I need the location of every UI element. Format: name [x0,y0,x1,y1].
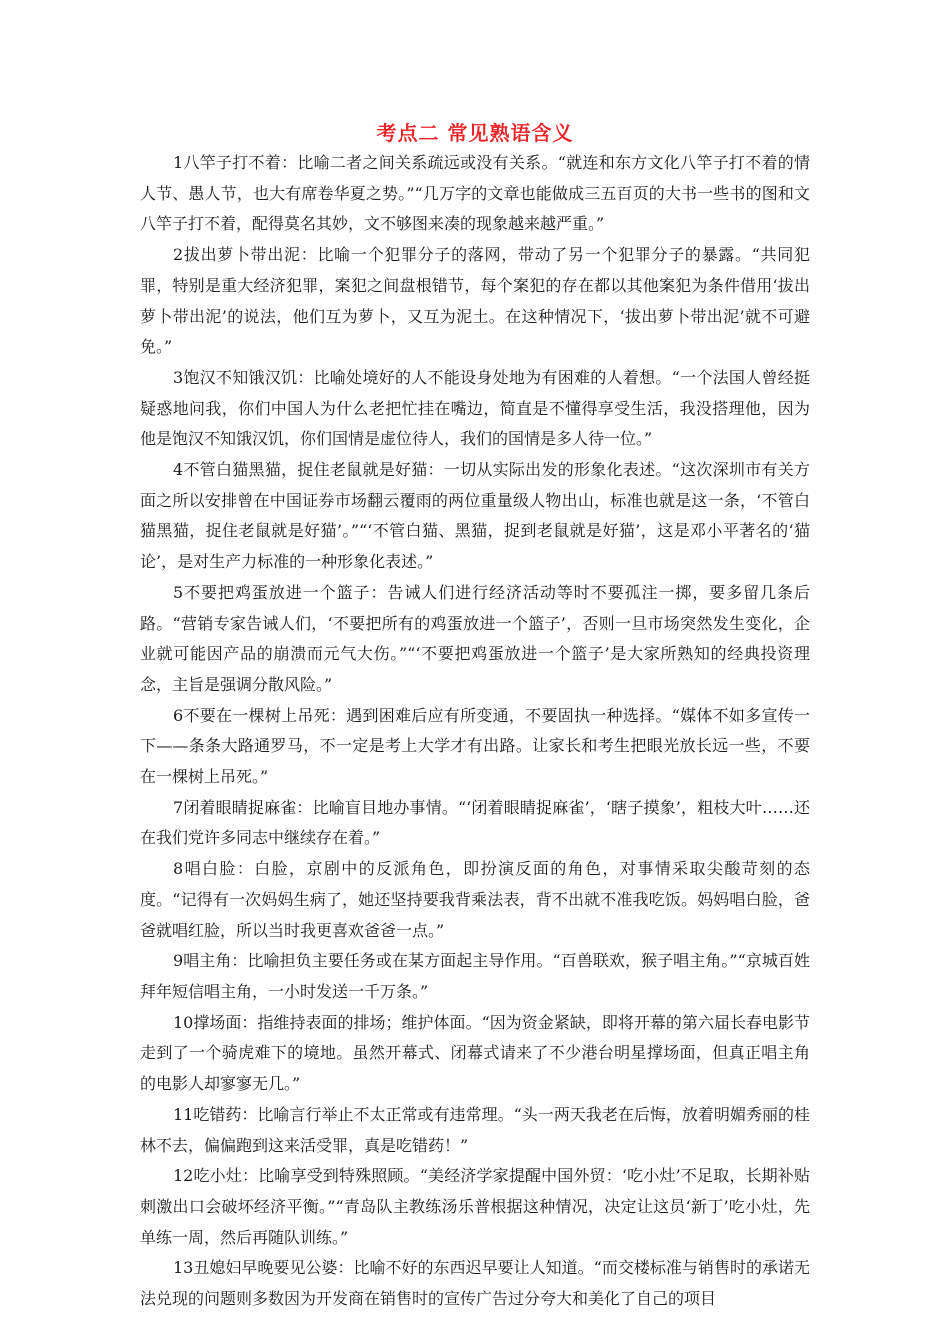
paragraph-8: 8唱白脸：白脸，京剧中的反派角色，即扮演反面的角色，对事情采取尖酸苛刻的态度。“记得有一次妈妈生病了，她还坚持要我背乘法表，背不出就不准我吃饭。妈妈唱白脸，爸爸就唱红脸，所以当时我更喜欢爸爸一点。” [140,859,810,940]
paragraph-4: 4不管白猫黑猫，捉住老鼠就是好猫：一切从实际出发的形象化表述。“这次深圳市有关方面之所以安排曾在中国证券市场翻云覆雨的两位重量级人物出山，标准也就是这一条，‘不管白猫黑猫，捉住老鼠就是好猫’。”“‘不管白猫、黑猫，捉到老鼠就是好猫’，这是邓小平著名的‘猫论’，是对生产力标准的一种形象化表述。” [140,460,810,572]
paragraph-13: 13丑媳妇早晚要见公婆：比喻不好的东西迟早要让人知道。“而交楼标准与销售时的承诺无法兑现的问题则多数因为开发商在销售时的宣传广告过分夸大和美化了自己的项目 [140,1258,810,1309]
document-page [140,118,810,1315]
paragraph-2: 2拔出萝卜带出泥：比喻一个犯罪分子的落网，带动了另一个犯罪分子的暴露。“共同犯罪，特别是重大经济犯罪，案犯之间盘根错节，每个案犯的存在都以其他案犯为条件借用‘拔出萝卜带出泥’的说法，他们互为萝卜，又互为泥土。在这种情况下，‘拔出萝卜带出泥’就不可避免。” [140,245,810,357]
paragraph-1: 1八竿子打不着：比喻二者之间关系疏远或没有关系。“就连和东方文化八竿子打不着的情人节、愚人节，也大有席卷华夏之势。”“几万字的文章也能做成三五百页的大书一些书的图和文八竿子打不着，配得莫名其妙，文不够图来凑的现象越来越严重。” [140,153,810,234]
paragraph-7: 7闭着眼睛捉麻雀：比喻盲目地办事情。“‘闭着眼睛捉麻雀’，‘瞎子摸象’，粗枝大叶……还在我们党许多同志中继续存在着。” [140,797,810,848]
document-title: 考点二 常见熟语含义 [376,121,574,145]
paragraph-3: 3饱汉不知饿汉饥：比喻处境好的人不能设身处地为有困难的人着想。“一个法国人曾经挺疑惑地问我，你们中国人为什么老把忙挂在嘴边，简直是不懂得享受生活，我没搭理他，因为他是饱汉不知饿汉饥，你们国情是虚位待人，我们的国情是多人待一位。” [140,367,810,449]
paragraph-10: 10撑场面：指维持表面的排场；维护体面。“因为资金紧缺，即将开幕的第六届长春电影节走到了一个骑虎难下的境地。虽然开幕式、闭幕式请来了不少港台明星撑场面，但真正唱主角的电影人却寥寥无几。” [140,1012,810,1094]
paragraph-9: 9唱主角：比喻担负主要任务或在某方面起主导作用。“百兽联欢，猴子唱主角。”“京城百姓拜年短信唱主角，一小时发送一千万条。” [140,951,810,1001]
paragraph-5: 5不要把鸡蛋放进一个篮子：告诫人们进行经济活动等时不要孤注一掷，要多留几条后路。“营销专家告诫人们，‘不要把所有的鸡蛋放进一个篮子’，否则一旦市场突然发生变化，企业就可能因产品的崩溃而元气大伤。”“‘不要把鸡蛋放进一个篮子’是大家所熟知的经典投资理念，主旨是强调分散风险。” [140,582,810,694]
paragraph-6: 6不要在一棵树上吊死：遇到困难后应有所变通，不要固执一种选择。“媒体不如多宣传一下——条条大路通罗马，不一定是考上大学才有出路。让家长和考生把眼光放长远一些，不要在一棵树上吊死。” [140,705,810,787]
paragraph-12: 12吃小灶：比喻享受到特殊照顾。“美经济学家提醒中国外贸：‘吃小灶’不足取，长期补贴刺激出口会破坏经济平衡。”“青岛队主教练汤乐普根据这种情况，决定让这员‘新丁’吃小灶，先单练一周，然后再随队训练。” [140,1166,810,1247]
paragraph-11: 11吃错药：比喻言行举止不太正常或有违常理。“头一两天我老在后悔，放着明媚秀丽的桂林不去，偏偏跑到这来活受罪，真是吃错药！” [140,1104,810,1155]
